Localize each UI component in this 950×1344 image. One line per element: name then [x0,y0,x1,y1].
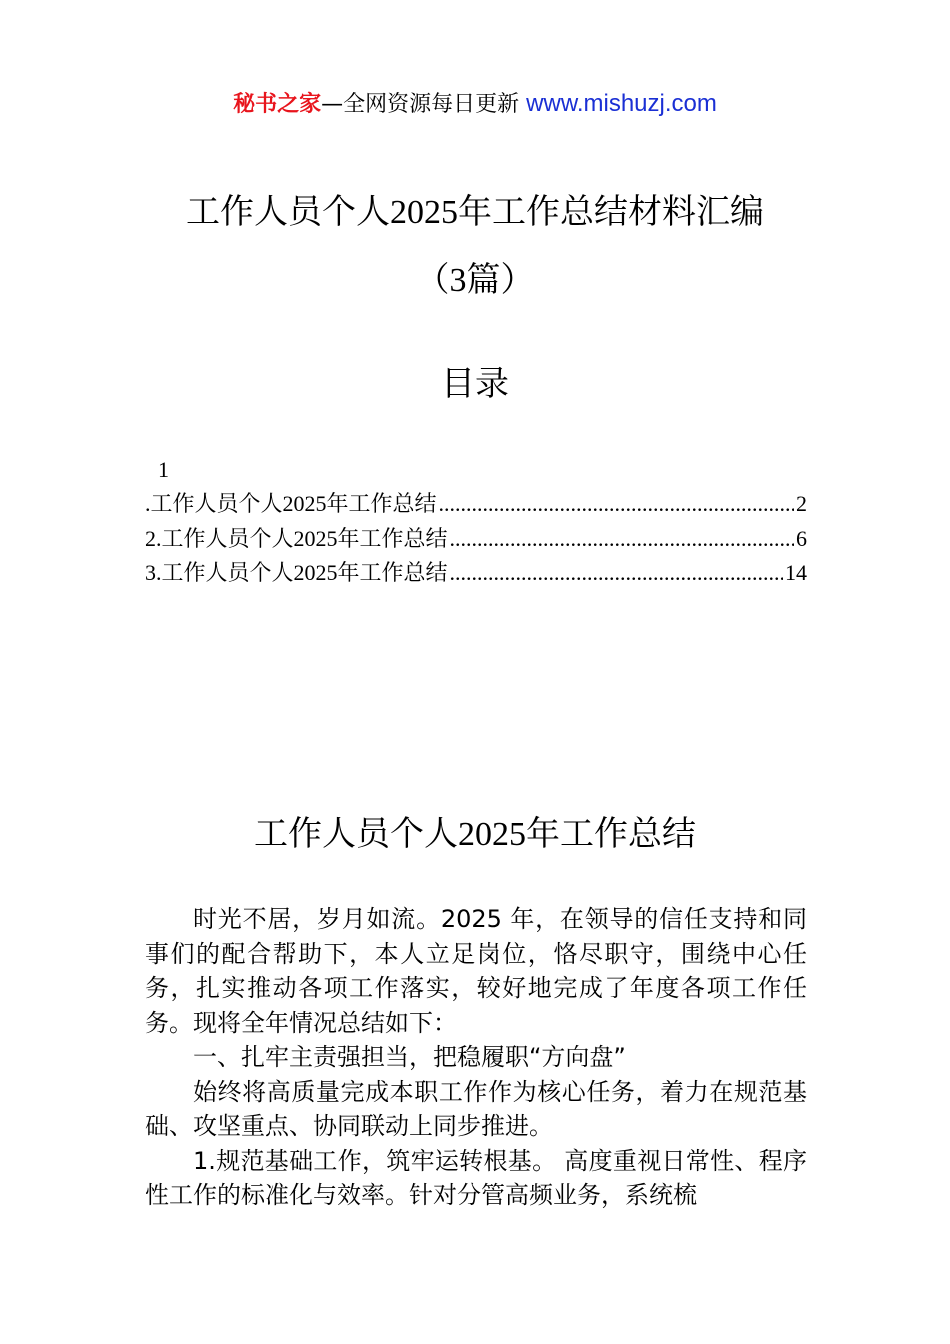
toc-entry-prefix: . [145,491,151,516]
toc-dot-leader [450,556,783,590]
toc-entry-prefix: 3. [145,560,162,585]
toc-page-number: 6 [796,526,807,551]
section-title-post: 年工作总结 [526,814,696,854]
subtitle-count: 3 [449,262,467,299]
toc-entry-prefix: 2. [145,526,162,551]
document-title [0,190,950,235]
body-heading-1: 一、扎牢主责强担当，把稳履职“方向盘” [193,1043,626,1071]
subtitle-close: 篇） [466,260,535,300]
toc-entry-2[interactable] [145,522,807,556]
toc-heading: 目录 [441,364,509,404]
toc-first-number: 1 [158,457,169,482]
toc-entry-text: 工作人员个人 [161,561,294,586]
toc-entry-text: 工作人员个人 [161,527,294,552]
toc-entry-year: 2025 [293,560,338,585]
toc-entry-year: 2025 [282,491,327,516]
document-subtitle [0,258,950,303]
toc-dot-leader [439,487,794,521]
subtitle-open: （ [415,260,450,300]
header-tagline: —全网资源每日更新 [321,92,527,117]
body-paragraph-3: 1.规范基础工作，筑牢运转根基。 高度重视日常性、程序性工作的标准化与效率。针对分管高频业务，系统梳 [145,1146,807,1209]
toc-entry-text: 工作人员个人 [150,492,283,517]
section-title [0,812,950,857]
site-url-link[interactable]: www.mishuzj.com [526,90,717,117]
brand-name: 秘书之家 [233,92,322,117]
toc-page-number: 2 [796,491,807,516]
title-year: 2025 [390,194,458,231]
site-header [0,88,950,121]
toc-page-number: 14 [785,560,807,585]
section-title-pre: 工作人员个人 [254,814,458,854]
toc-entry-text-post: 年工作总结 [337,561,448,586]
toc-dot-leader [450,522,794,556]
section-body [145,902,807,1213]
body-paragraph-1: 时光不居，岁月如流。2025 年，在领导的信任支持和同事们的配合帮助下，本人立足岗位，恪尽职守，围绕中心任务，扎实推动各项工作落实，较好地完成了年度各项工作任务。现将全年情况总结如下： [145,905,807,1037]
toc-entry-3[interactable] [145,556,807,590]
toc-entry-text-post: 年工作总结 [326,492,437,517]
title-text-pre: 工作人员个人 [186,192,390,232]
toc-entry-text-post: 年工作总结 [337,527,448,552]
toc-entry-year: 2025 [293,526,338,551]
section-title-year: 2025 [458,816,526,853]
toc-entry-1[interactable] [145,487,807,521]
body-paragraph-2: 始终将高质量完成本职工作作为核心任务，着力在规范基础、攻坚重点、协同联动上同步推进。 [145,1077,807,1140]
title-text-post: 年工作总结材料汇编 [458,192,764,232]
